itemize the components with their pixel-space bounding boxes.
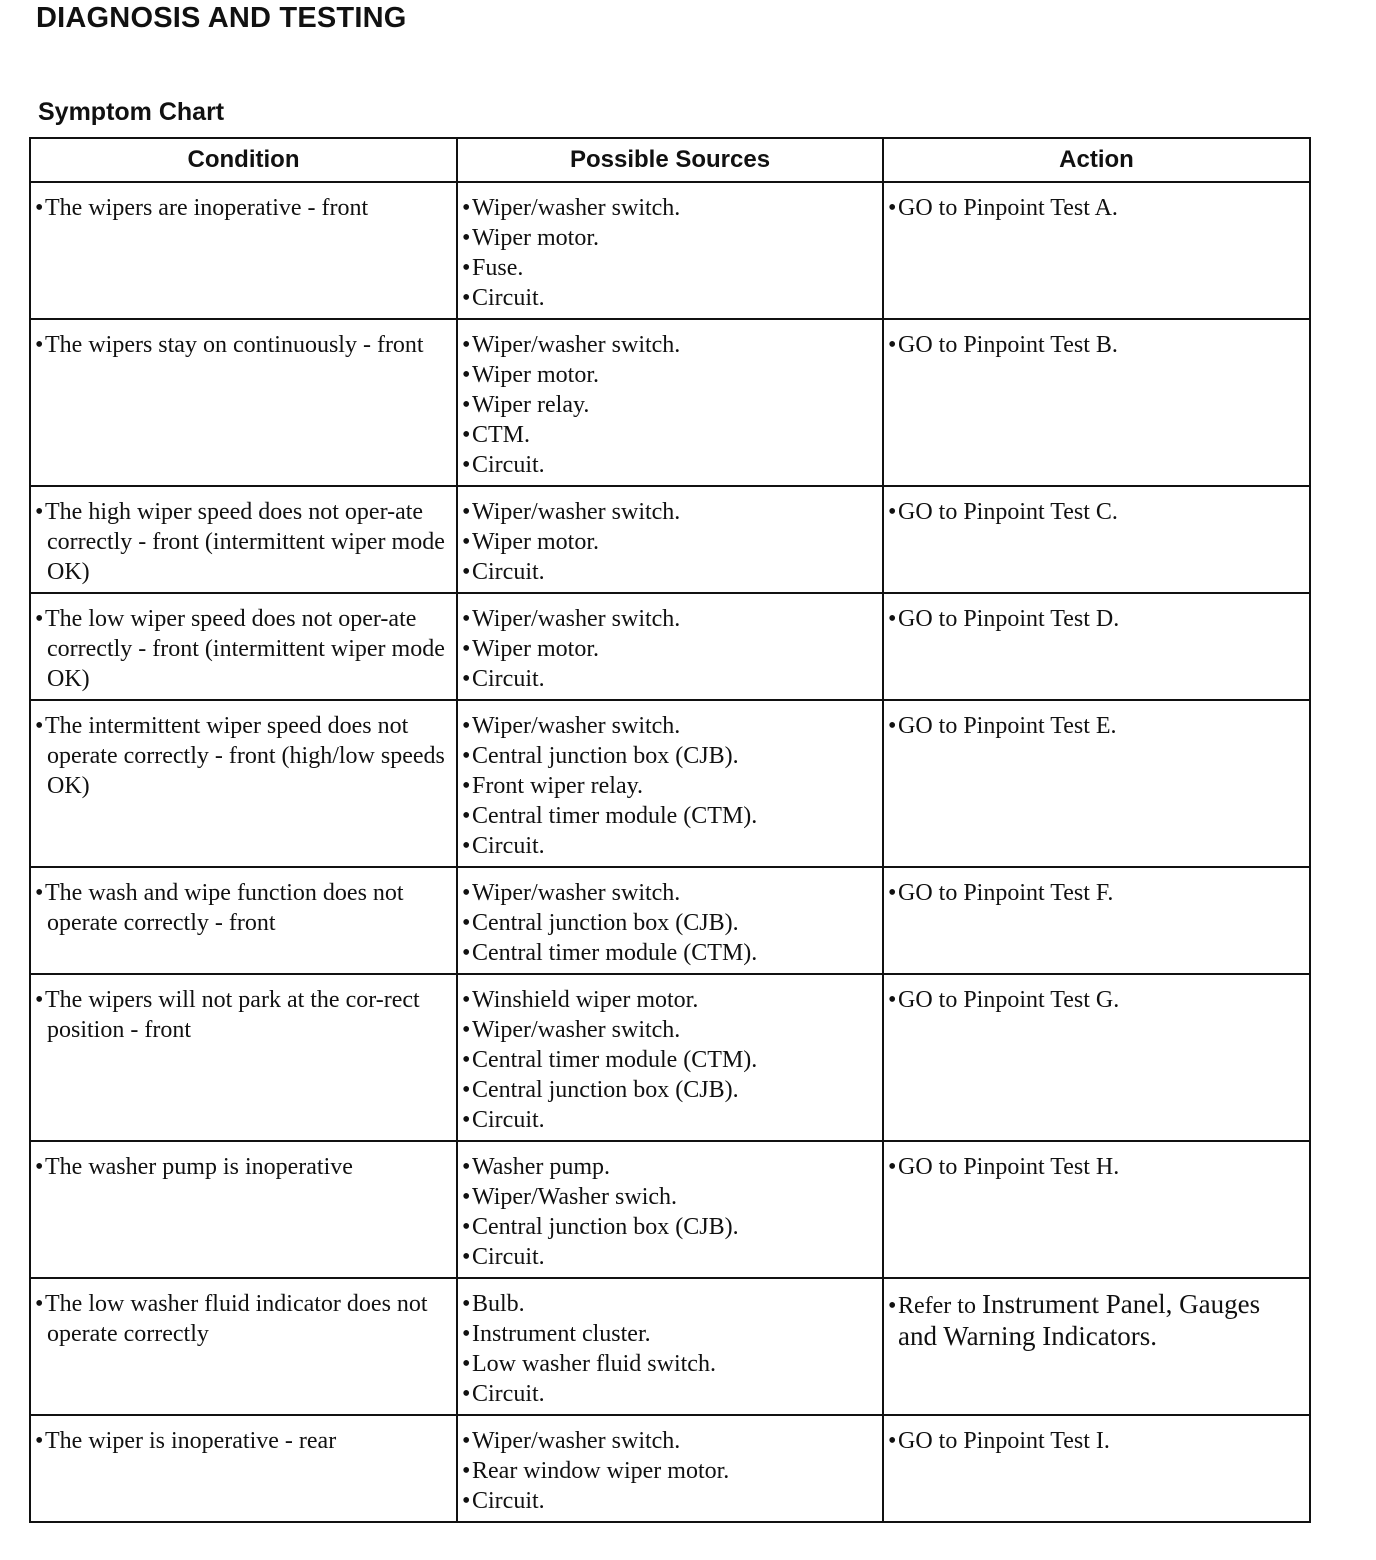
bullet: •: [462, 773, 471, 799]
action-line: [888, 1152, 1305, 1182]
sources-cell: [457, 700, 883, 867]
condition-text: The wash and wipe function does not operate correctly - front: [45, 880, 404, 936]
action-line: [888, 878, 1305, 908]
source-text: Winshield wiper motor.: [472, 987, 699, 1013]
bullet: •: [462, 880, 471, 906]
condition-text: The high wiper speed does not oper-ate correctly - front (intermittent wiper mode OK): [45, 499, 445, 585]
source-item: [462, 253, 878, 283]
source-item: [462, 1289, 878, 1319]
bullet: •: [35, 606, 44, 632]
sources-cell: [457, 1141, 883, 1278]
source-text: Wiper/washer switch.: [472, 195, 681, 221]
bullet: •: [462, 987, 471, 1013]
bullet: •: [462, 499, 471, 525]
source-text: Low washer fluid switch.: [472, 1351, 716, 1377]
bullet: •: [462, 1428, 471, 1454]
bullet: •: [462, 1184, 471, 1210]
action-text: GO to Pinpoint Test A.: [898, 195, 1118, 221]
action-text: GO to Pinpoint Test G.: [898, 987, 1120, 1013]
source-text: Central timer module (CTM).: [472, 1047, 758, 1073]
bullet: •: [462, 362, 471, 388]
bullet: •: [462, 803, 471, 829]
action-text: GO to Pinpoint Test I.: [898, 1428, 1110, 1454]
bullet: •: [462, 743, 471, 769]
condition-line: [35, 1426, 452, 1456]
source-item: [462, 938, 878, 968]
action-cell: [883, 974, 1310, 1141]
source-text: Fuse.: [472, 255, 524, 281]
header-condition: Condition: [30, 138, 457, 182]
condition-text: The wipers are inoperative - front: [45, 195, 369, 221]
bullet: •: [462, 285, 471, 311]
condition-line: [35, 878, 452, 938]
condition-cell: [30, 1278, 457, 1415]
action-text: GO to Pinpoint Test F.: [898, 880, 1114, 906]
bullet: •: [462, 1107, 471, 1133]
source-item: [462, 497, 878, 527]
source-text: Rear window wiper motor.: [472, 1458, 730, 1484]
condition-cell: [30, 1141, 457, 1278]
action-text: GO to Pinpoint Test C.: [898, 499, 1118, 525]
condition-line: [35, 604, 452, 694]
action-line: [888, 985, 1305, 1015]
bullet: •: [462, 636, 471, 662]
action-text: GO to Pinpoint Test H.: [898, 1154, 1120, 1180]
bullet: •: [35, 332, 44, 358]
source-item: [462, 420, 878, 450]
source-text: Circuit.: [472, 666, 545, 692]
source-text: Wiper motor.: [472, 529, 600, 555]
source-text: Circuit.: [472, 1107, 545, 1133]
source-item: [462, 283, 878, 313]
action-line: [888, 497, 1305, 527]
action-cell: [883, 593, 1310, 700]
table-header-row: [30, 138, 1310, 182]
source-item: [462, 1242, 878, 1272]
source-item: [462, 1015, 878, 1045]
source-item: [462, 330, 878, 360]
condition-text: The wipers will not park at the cor-rect position - front: [45, 987, 420, 1043]
condition-cell: [30, 700, 457, 867]
table-row: [30, 1141, 1310, 1278]
action-cell: [883, 1141, 1310, 1278]
action-text: GO to Pinpoint Test E.: [898, 713, 1117, 739]
source-text: Front wiper relay.: [472, 773, 644, 799]
source-item: [462, 1045, 878, 1075]
bullet: •: [35, 713, 44, 739]
bullet: •: [462, 529, 471, 555]
condition-cell: [30, 867, 457, 974]
bullet: •: [462, 1214, 471, 1240]
condition-cell: [30, 319, 457, 486]
bullet: •: [462, 606, 471, 632]
bullet: •: [35, 987, 44, 1013]
bullet: •: [462, 255, 471, 281]
source-text: Wiper/Washer swich.: [472, 1184, 678, 1210]
page-title: DIAGNOSIS AND TESTING: [36, 2, 407, 34]
action-cell: [883, 1415, 1310, 1522]
source-item: [462, 1212, 878, 1242]
sources-cell: [457, 1415, 883, 1522]
source-item: [462, 771, 878, 801]
bullet: •: [888, 499, 897, 525]
sources-cell: [457, 867, 883, 974]
source-item: [462, 985, 878, 1015]
bullet: •: [888, 1154, 897, 1180]
table-row: [30, 1278, 1310, 1415]
source-item: [462, 878, 878, 908]
condition-cell: [30, 182, 457, 319]
condition-line: [35, 1289, 452, 1349]
source-item: [462, 711, 878, 741]
bullet: •: [462, 940, 471, 966]
source-item: [462, 1182, 878, 1212]
condition-cell: [30, 974, 457, 1141]
bullet: •: [462, 452, 471, 478]
source-item: [462, 1152, 878, 1182]
table-row: [30, 700, 1310, 867]
source-text: Wiper motor.: [472, 636, 600, 662]
action-cell: [883, 1278, 1310, 1415]
condition-line: [35, 330, 452, 360]
source-item: [462, 801, 878, 831]
source-text: Central junction box (CJB).: [472, 1077, 739, 1103]
action-cell: [883, 700, 1310, 867]
source-text: Wiper/washer switch.: [472, 1428, 681, 1454]
bullet: •: [462, 332, 471, 358]
source-item: [462, 450, 878, 480]
source-text: CTM.: [472, 422, 531, 448]
source-text: Central junction box (CJB).: [472, 910, 739, 936]
source-text: Wiper motor.: [472, 362, 600, 388]
action-reference: Instrument Panel, Gauges and Warning Indicators.: [898, 1289, 1261, 1351]
action-cell: [883, 319, 1310, 486]
source-text: Wiper/washer switch.: [472, 713, 681, 739]
condition-text: The low washer fluid indicator does not operate correctly: [45, 1291, 428, 1347]
condition-text: The low wiper speed does not oper-ate correctly - front (intermittent wiper mode OK): [45, 606, 445, 692]
table-row: [30, 867, 1310, 974]
bullet: •: [462, 1381, 471, 1407]
condition-text: The wipers stay on continuously - front: [45, 332, 424, 358]
source-item: [462, 390, 878, 420]
source-text: Circuit.: [472, 1244, 545, 1270]
bullet: •: [462, 1351, 471, 1377]
source-item: [462, 634, 878, 664]
condition-line: [35, 985, 452, 1045]
bullet: •: [462, 392, 471, 418]
sources-cell: [457, 1278, 883, 1415]
bullet: •: [462, 225, 471, 251]
source-text: Circuit.: [472, 452, 545, 478]
bullet: •: [462, 195, 471, 221]
bullet: •: [462, 559, 471, 585]
source-text: Bulb.: [472, 1291, 525, 1317]
action-text: GO to Pinpoint Test D.: [898, 606, 1120, 632]
sources-cell: [457, 486, 883, 593]
bullet: •: [35, 499, 44, 525]
source-text: Wiper/washer switch.: [472, 499, 681, 525]
condition-line: [35, 193, 452, 223]
bullet: •: [462, 910, 471, 936]
source-text: Central timer module (CTM).: [472, 940, 758, 966]
source-text: Wiper/washer switch.: [472, 880, 681, 906]
action-cell: [883, 486, 1310, 593]
action-line: [888, 1426, 1305, 1456]
source-text: Circuit.: [472, 285, 545, 311]
bullet: •: [888, 195, 897, 221]
condition-text: The wiper is inoperative - rear: [45, 1428, 337, 1454]
source-item: [462, 1486, 878, 1516]
source-text: Circuit.: [472, 833, 545, 859]
action-text: GO to Pinpoint Test B.: [898, 332, 1118, 358]
symptom-chart-table: [29, 137, 1311, 1523]
bullet: •: [462, 422, 471, 448]
action-line: [888, 604, 1305, 634]
bullet: •: [462, 1077, 471, 1103]
table-row: [30, 593, 1310, 700]
source-text: Circuit.: [472, 1381, 545, 1407]
source-item: [462, 831, 878, 861]
section-title: Symptom Chart: [38, 98, 225, 126]
sources-cell: [457, 319, 883, 486]
source-text: Wiper relay.: [472, 392, 590, 418]
bullet: •: [888, 713, 897, 739]
source-item: [462, 1075, 878, 1105]
source-item: [462, 1456, 878, 1486]
source-item: [462, 527, 878, 557]
table-row: [30, 974, 1310, 1141]
bullet: •: [35, 1428, 44, 1454]
condition-cell: [30, 486, 457, 593]
bullet: •: [462, 1244, 471, 1270]
source-item: [462, 1349, 878, 1379]
table-body: [30, 182, 1310, 1522]
bullet: •: [888, 606, 897, 632]
source-text: Central junction box (CJB).: [472, 743, 739, 769]
source-item: [462, 664, 878, 694]
bullet: •: [35, 880, 44, 906]
source-text: Central junction box (CJB).: [472, 1214, 739, 1240]
condition-line: [35, 497, 452, 587]
action-prefix: Refer to: [898, 1293, 982, 1319]
bullet: •: [462, 1154, 471, 1180]
bullet: •: [462, 833, 471, 859]
source-item: [462, 557, 878, 587]
source-text: Wiper/washer switch.: [472, 606, 681, 632]
source-text: Circuit.: [472, 559, 545, 585]
bullet: •: [888, 1293, 897, 1319]
action-line: [888, 193, 1305, 223]
source-item: [462, 741, 878, 771]
action-line: [888, 1289, 1305, 1353]
bullet: •: [888, 1428, 897, 1454]
bullet: •: [462, 1291, 471, 1317]
source-item: [462, 1379, 878, 1409]
action-cell: [883, 182, 1310, 319]
source-text: Instrument cluster.: [472, 1321, 651, 1347]
bullet: •: [462, 713, 471, 739]
table-row: [30, 1415, 1310, 1522]
sources-cell: [457, 593, 883, 700]
condition-text: The washer pump is inoperative: [45, 1154, 353, 1180]
source-item: [462, 223, 878, 253]
action-line: [888, 330, 1305, 360]
condition-line: [35, 1152, 452, 1182]
condition-line: [35, 711, 452, 801]
source-item: [462, 1105, 878, 1135]
source-text: Circuit.: [472, 1488, 545, 1514]
bullet: •: [888, 987, 897, 1013]
source-item: [462, 193, 878, 223]
bullet: •: [462, 1017, 471, 1043]
sources-cell: [457, 182, 883, 319]
table-row: [30, 319, 1310, 486]
header-action: Action: [883, 138, 1310, 182]
bullet: •: [35, 195, 44, 221]
bullet: •: [462, 1488, 471, 1514]
condition-text: The intermittent wiper speed does not operate correctly - front (high/low speeds OK): [45, 713, 445, 799]
sources-cell: [457, 974, 883, 1141]
source-text: Wiper/washer switch.: [472, 332, 681, 358]
bullet: •: [888, 880, 897, 906]
bullet: •: [462, 1321, 471, 1347]
source-text: Central timer module (CTM).: [472, 803, 758, 829]
source-item: [462, 604, 878, 634]
source-item: [462, 1319, 878, 1349]
condition-cell: [30, 593, 457, 700]
source-text: Wiper motor.: [472, 225, 600, 251]
source-text: Washer pump.: [472, 1154, 611, 1180]
bullet: •: [462, 1047, 471, 1073]
source-item: [462, 1426, 878, 1456]
source-item: [462, 908, 878, 938]
bullet: •: [462, 1458, 471, 1484]
source-item: [462, 360, 878, 390]
bullet: •: [462, 666, 471, 692]
bullet: •: [888, 332, 897, 358]
header-possible-sources: Possible Sources: [457, 138, 883, 182]
bullet: •: [35, 1154, 44, 1180]
condition-cell: [30, 1415, 457, 1522]
table-row: [30, 486, 1310, 593]
action-cell: [883, 867, 1310, 974]
table-row: [30, 182, 1310, 319]
source-text: Wiper/washer switch.: [472, 1017, 681, 1043]
bullet: •: [35, 1291, 44, 1317]
action-line: [888, 711, 1305, 741]
